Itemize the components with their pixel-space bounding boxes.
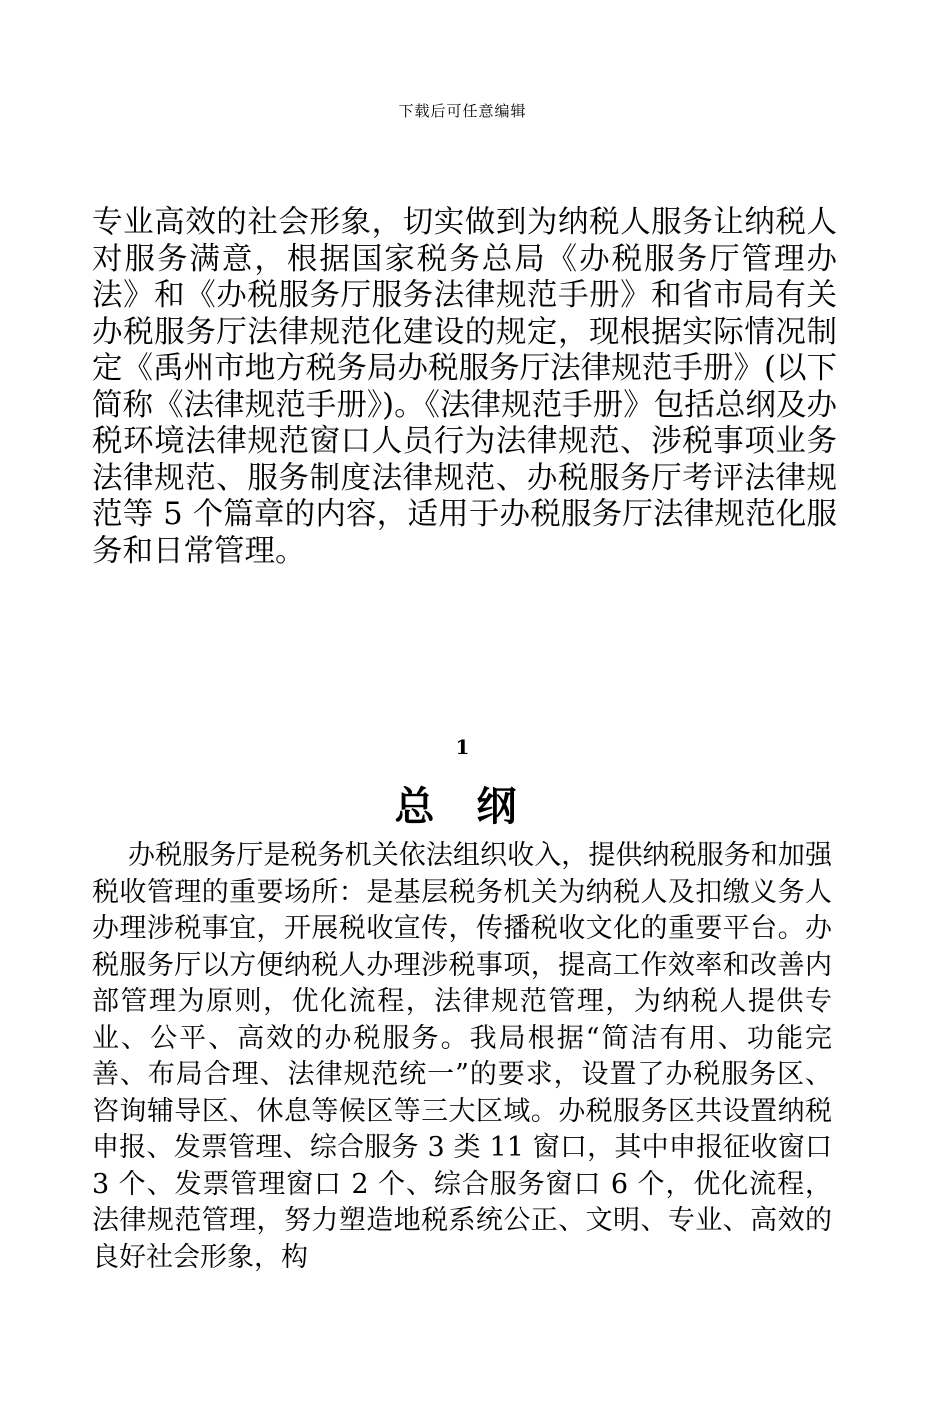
section-paragraph: 办税服务厅是税务机关依法组织收入，提供纳税服务和加强税收管理的重要场所：是基层税务机关为纳税人及扣缴义务人办理涉税事宜，开展税收宣传，传播税收文化的重要平台。办税服务厅以方便纳税人办理涉税事项，提高工作效率和改善内部管理为原则，优化流程，法律规范管理，为纳税人提供专业、公平、高效的办税服务。我局根据“简洁有用、功能完善、布局合理、法律规范统一”的要求，设置了办税服务区、咨询辅导区、休息等候区等三大区域。办税服务区共设置纳税申报、发票管理、综合服务 3 类 11 窗口，其中申报征收窗口 3 个、发票管理窗口 2 个、综合服务窗口 6 个，优化流程，法律规范管理，努力塑造地税系统公正、文明、专业、高效的良好社会形象，构 [92, 840, 832, 1273]
header-note: 下载后可任意编辑 [398, 102, 527, 120]
intro-paragraph: 专业高效的社会形象，切实做到为纳税人服务让纳税人对服务满意，根据国家税务总局《办税服务厅管理办法》和《办税服务厅服务法律规范手册》和省市局有关办税服务厅法律规范化建设的规定，现根据实际情况制定《禹州市地方税务局办税服务厅法律规范手册》(以下简称《法律规范手册》)。《法律规范手册》包括总纲及办税环境法律规范窗口人员行为法律规范、涉税事项业务法律规范、服务制度法律规范、办税服务厅考评法律规范等 5 个篇章的内容，适用于办税服务厅法律规范化服务和日常管理。 [92, 205, 837, 569]
page-number: 1 [455, 735, 470, 759]
section-title: 总 纲 [394, 783, 531, 830]
